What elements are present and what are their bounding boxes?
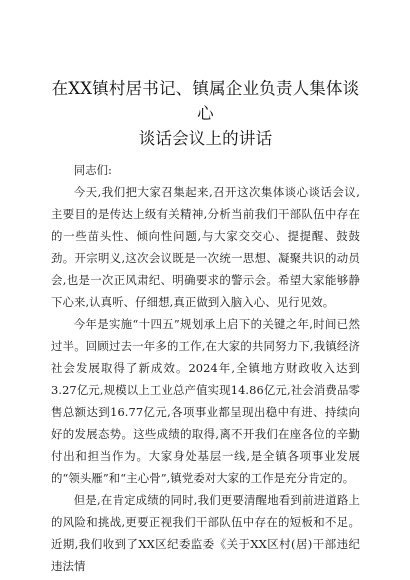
body-paragraph-3: 但是,在肯定成绩的同时,我们更要清醒地看到前进道路上的风险和挑战,更要正视我们干部队伍中存在的短板和不足。近期,我们收到了XX区纪委监委《关于XX区村(居)干部违纪违法情 xyxy=(51,493,360,573)
document-title xyxy=(51,76,360,151)
body-paragraph-2: 今年是实施“十四五”规划承上启下的关键之年,时间已然过半。回顾过去一年多的工作,在大家的共同努力下,我镇经济社会发展取得了新成效。2024年,全镇地方财政收入达到3.27亿元,规模以上工业总产值实现14.86亿元,社会消费品零售总额达到16.77亿元,各项事业都呈现出稳中有进、持续向好的发展态势。这些成绩的取得,离不开我们在座各位的辛勤付出和担当作为。大家身处基层一线,是全镇各项事业发展的“领头雁”和“主心骨”,镇党委对大家的工作是充分肯定的。 xyxy=(51,317,360,485)
title-line-1: 在XX镇村居书记、镇属企业负责人集体谈心 xyxy=(51,79,360,123)
title-line-2: 谈话会议上的讲话 xyxy=(138,129,273,148)
salutation: 同志们: xyxy=(73,163,112,177)
body-paragraph-1: 今天,我们把大家召集起来,召开这次集体谈心谈话会议,主要目的是传达上级有关精神,分析当前我们干部队伍中存在的一些苗头性、倾向性问题,与大家交交心、提提醒、鼓鼓劲。开宗明义,这次会议既是一次统一思想、凝聚共识的动员会,也是一次正风肃纪、明确要求的警示会。希望大家能够静下心来,认真听、仔细想,真正做到入脑入心、见行见效。 xyxy=(51,185,360,309)
